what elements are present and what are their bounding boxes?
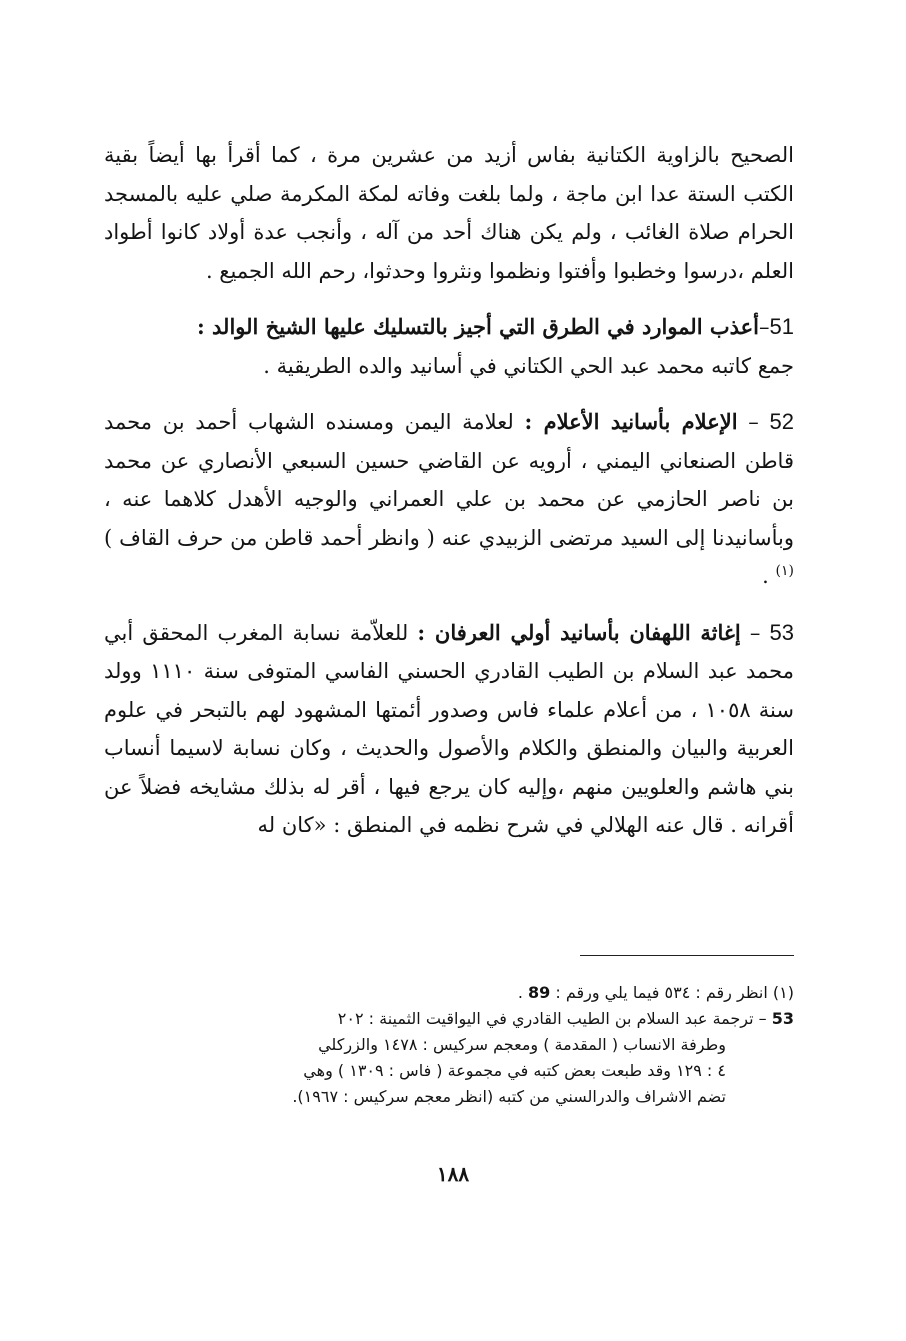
entry-text: لعلامة اليمن ومسنده الشهاب أحمد بن محمد قاطن الصنعاني اليمني ، أرويه عن القاضي حسين السبعي الأنصاري عن محمد بن ناصر الحازمي عن محمد بن علي العمراني والوجيه الأهدل كلاهما عنه ، وبأسانيدنا إلى السيد مرتضى الزبيدي عنه ( وانظر أحمد قاطن من حرف القاف ) [104, 410, 794, 550]
footnotes [104, 980, 794, 1110]
footnote-ref-number: 89 [527, 983, 551, 1002]
footnote-reference: (١) [775, 563, 794, 579]
entry-dash: – [737, 410, 770, 434]
footnote-53-line: تضم الاشراف والدرالسني من كتبه (انظر معجم سركيس : ١٩٦٧). [292, 1087, 726, 1106]
entry-title: إغاثة اللهفان بأسانيد أولي العرفان : [417, 619, 741, 645]
entry-52 [104, 403, 794, 596]
entry-number: 52 [769, 409, 794, 434]
footnote-text: انظر رقم : ٥٣٤ فيما يلي ورقم : [550, 983, 773, 1002]
entry-dash: – [759, 315, 770, 339]
intro-line: بالمسجد الحرام صلاة الغائب ، ولم يكن هناك أحد من آله ، وأنجب عدة [104, 181, 794, 244]
main-text [104, 136, 794, 845]
intro-paragraph [104, 136, 794, 290]
footnote-text: – ترجمة عبد السلام بن الطيب القادري في اليواقيت الثمينة : ٢٠٢ [337, 1009, 772, 1028]
intro-line: بقية الكتب الستة عدا ابن ماجة ، ولما بلغت وفاته لمكة المكرمة صلي عليه [104, 143, 794, 206]
entry-number: 51 [769, 314, 794, 339]
page-number: ١٨٨ [436, 1162, 470, 1186]
intro-line: أولاد كانوا أطواد العلم ،درسوا وخطبوا وأفتوا ونظموا ونثروا وحدثوا، [104, 220, 794, 283]
entry-text: جمع كاتبه محمد عبد الحي الكتاني في أسانيد والده الطريقية . [263, 353, 794, 378]
entry-title: الإعلام بأسانيد الأعلام : [524, 409, 738, 434]
footnote-53-line: وطرفة الانساب ( المقدمة ) ومعجم سركيس : ١٤٧٨ والزركلي [318, 1035, 726, 1054]
entry-title: أعذب الموارد في الطرق التي أجيز بالتسليك عليها الشيخ الوالد : [196, 314, 760, 339]
entry-53 [104, 614, 794, 845]
entry-number: 53 [769, 619, 795, 645]
footnote-1 [104, 980, 794, 1006]
footnote-53 [104, 1006, 794, 1032]
intro-line: الصحيح بالزاوية الكتانية بفاس أزيد من عشرين مرة ، كما أقرأ بها أيضاً [148, 143, 794, 167]
entry-text: للعلاّمة نسابة المغرب المحقق أبي محمد عبد السلام بن الطيب القادري الحسني الفاسي المتوفى سنة ١١١٠ وولد سنة ١٠٥٨ ، من أعلام علماء فاس وصدور أئمتها المشهود لهم بالتبحر في علوم العربية والبيان والمنطق والكلام والأصول والحديث ، وكان نسابة لاسيما أنساب بني هاشم والعلويين منهم ،وإليه كان يرجع فيها ، أقر له بذلك مشايخه فضلاً عن أقرانه . قال عنه الهلالي في شرح نظمه في المنطق : «كان له [104, 620, 794, 837]
footnote-end: . [517, 983, 528, 1002]
footnote-divider [580, 955, 794, 956]
footnote-marker: 53 [771, 1009, 794, 1028]
entry-dash: – [740, 620, 770, 645]
footnote-marker: (١) [772, 983, 794, 1002]
entry-end: . [762, 564, 776, 588]
footnote-53-line: ٤ : ١٢٩ وقد طبعت بعض كتبه في مجموعة ( فاس : ١٣٠٩ ) وهي [303, 1061, 726, 1080]
intro-line: رحم الله الجميع . [205, 258, 356, 283]
entry-51 [104, 308, 794, 385]
